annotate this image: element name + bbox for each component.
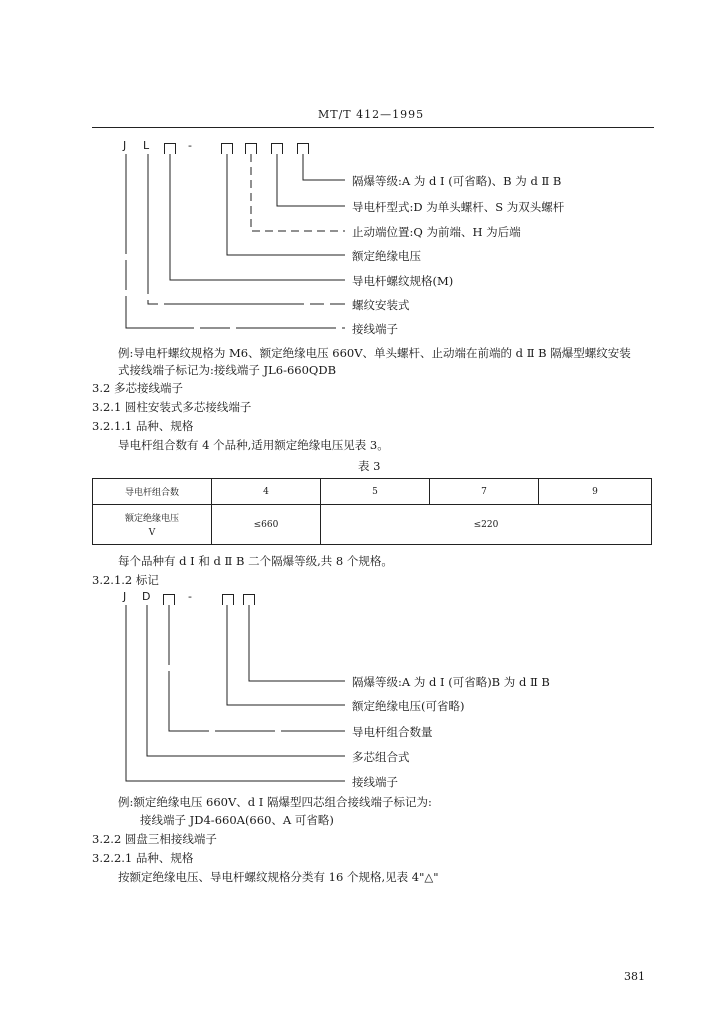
section-3-2-2-1: 3.2.2.1 品种、规格 <box>92 851 194 865</box>
label-terminal: 接线端子 <box>352 322 398 336</box>
code-dash: - <box>188 139 193 152</box>
label-terminal: 接线端子 <box>352 775 398 789</box>
label-thread-spec: 导电杆螺纹规格(M) <box>352 274 454 288</box>
code-letter-j: J <box>123 590 128 603</box>
example-1-line-2: 式接线端子标记为:接线端子 JL6-660QDB <box>118 363 337 377</box>
table-cell: 5 <box>321 479 430 505</box>
paragraph-table-3-intro: 导电杆组合数有 4 个品种,适用额定绝缘电压见表 3。 <box>118 438 389 452</box>
table-cell: ≤660 <box>212 505 321 545</box>
voltage-unit: V <box>148 528 156 538</box>
label-threaded-mount: 螺纹安装式 <box>352 298 410 312</box>
example-1-line-1: 例:导电杆螺纹规格为 M6、额定绝缘电压 660V、单头螺杆、止动端在前端的 d Ⅱ B 隔爆型螺纹安装 <box>118 346 631 360</box>
label-multicore: 多芯组合式 <box>352 750 410 764</box>
table-3-caption: 表 3 <box>358 459 381 473</box>
example-2-line-2: 接线端子 JD4-660A(660、A 可省略) <box>140 813 334 827</box>
standard-number: MT/T 412—1995 <box>318 108 425 121</box>
code-letter-d: D <box>142 590 152 603</box>
label-explosion-grade: 隔爆等级:A 为 d I (可省略)B 为 d Ⅱ B <box>352 675 550 689</box>
voltage-label: 额定绝缘电压 <box>124 514 179 524</box>
table-cell: 9 <box>539 479 652 505</box>
label-rated-voltage: 额定绝缘电压 <box>352 249 421 263</box>
section-3-2: 3.2 多芯接线端子 <box>92 381 183 395</box>
table-cell: 4 <box>212 479 321 505</box>
section-3-2-1: 3.2.1 圆柱安装式多芯接线端子 <box>92 400 252 414</box>
section-3-2-1-1: 3.2.1.1 品种、规格 <box>92 419 194 433</box>
paragraph-table-4-intro: 按额定绝缘电压、导电杆螺纹规格分类有 16 个规格,见表 4"△" <box>118 870 439 884</box>
table-cell-label: 导电杆组合数 <box>93 479 212 505</box>
label-conductor-type: 导电杆型式:D 为单头螺杆、S 为双头螺杆 <box>352 200 565 214</box>
code-letter-l: L <box>143 139 151 152</box>
label-rated-voltage: 额定绝缘电压(可省略) <box>352 699 465 713</box>
table-cell: ≤220 <box>321 505 652 545</box>
label-explosion-grade: 隔爆等级:A 为 d I (可省略)、B 为 d Ⅱ B <box>352 174 562 188</box>
page-number: 381 <box>624 970 645 983</box>
label-stop-end: 止动端位置:Q 为前端、H 为后端 <box>352 225 521 239</box>
table-cell: 7 <box>430 479 539 505</box>
section-3-2-2: 3.2.2 圆盘三相接线端子 <box>92 832 217 846</box>
code-dash: - <box>188 590 193 603</box>
example-2-line-1: 例:额定绝缘电压 660V、d I 隔爆型四芯组合接线端子标记为: <box>118 795 432 809</box>
section-3-2-1-2: 3.2.1.2 标记 <box>92 573 159 587</box>
label-conductor-count: 导电杆组合数量 <box>352 725 433 739</box>
paragraph-after-table: 每个品种有 d I 和 d Ⅱ B 二个隔爆等级,共 8 个规格。 <box>118 554 393 568</box>
code-letter-j: J <box>123 139 128 152</box>
